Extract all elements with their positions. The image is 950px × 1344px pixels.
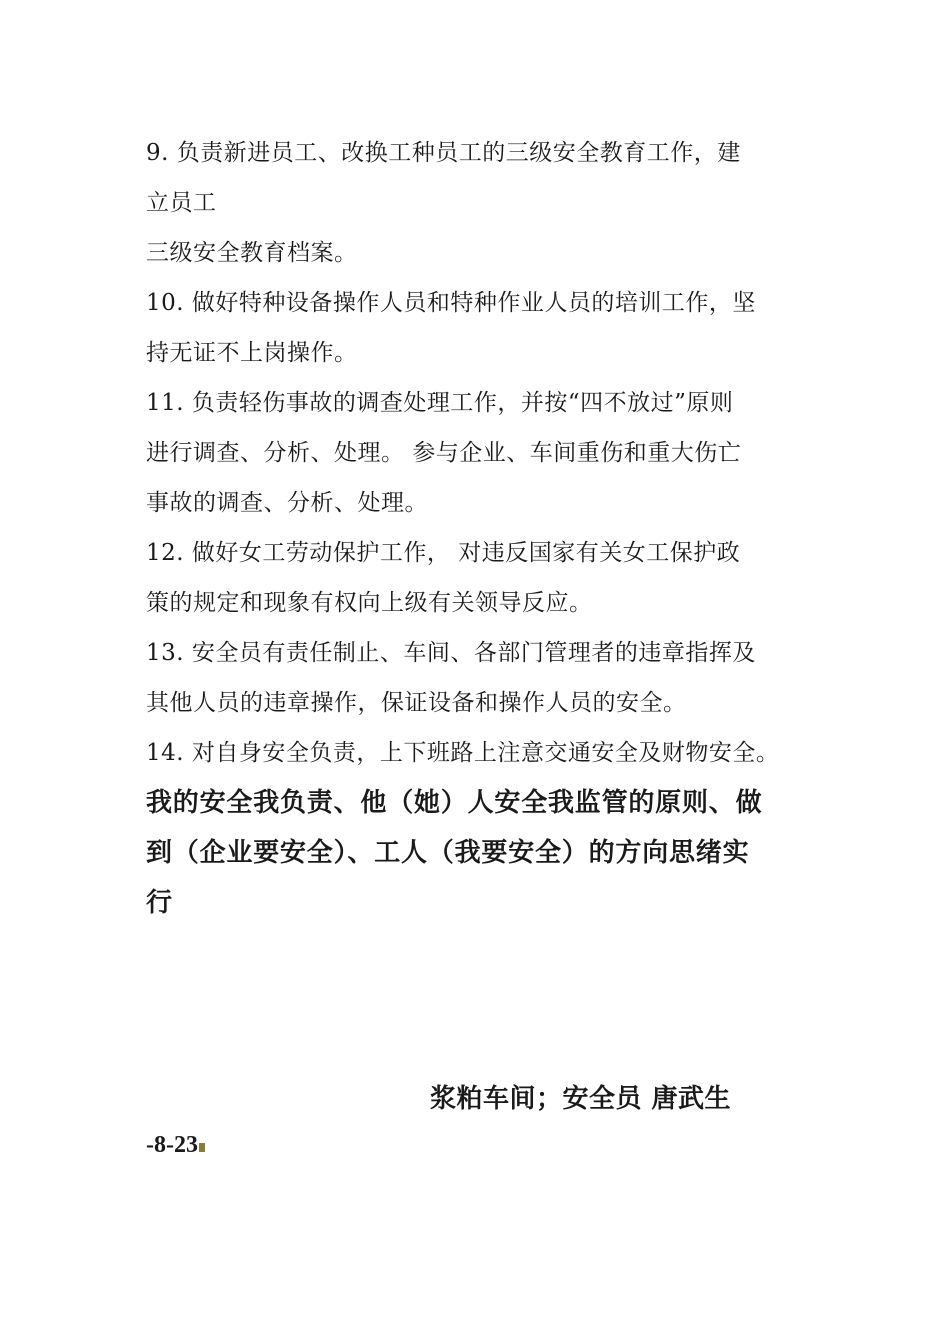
date-line <box>146 1132 205 1159</box>
item-13-line-2: 其他人员的违章操作，保证设备和操作人员的安全。 <box>146 690 687 716</box>
item-13-line-1: 13. 安全员有责任制止、车间、各部门管理者的违章指挥及 <box>146 640 756 666</box>
item-10-line-2: 持无证不上岗操作。 <box>146 340 358 366</box>
item-9-line-1: 9. 负责新进员工、改换工种员工的三级安全教育工作，建 <box>146 140 741 166</box>
item-12-line-2: 策的规定和现象有权向上级有关领导反应。 <box>146 590 593 616</box>
date: -8-23 <box>146 1132 198 1158</box>
item-9-line-2: 立员工 <box>146 190 217 216</box>
principle-line-1: 我的安全我负责、他（她）人安全我监管的原则、做 <box>146 788 763 818</box>
item-10-line-1: 10. 做好特种设备操作人员和特种作业人员的培训工作，坚 <box>146 290 756 316</box>
item-11-line-3: 事故的调查、分析、处理。 <box>146 490 428 516</box>
principle-line-2: 到（企业要安全）、工人（我要安全）的方向思绪实 <box>146 838 750 868</box>
item-9-line-3: 三级安全教育档案。 <box>146 240 358 266</box>
signature: 浆粕车间；安全员 唐武生 <box>430 1084 732 1114</box>
item-11-line-1: 11. 负责轻伤事故的调查处理工作，并按“四不放过”原则 <box>146 390 734 416</box>
item-11-line-2: 进行调查、分析、处理。 参与企业、车间重伤和重大伤亡 <box>146 440 742 466</box>
item-12-line-1: 12. 做好女工劳动保护工作， 对违反国家有关女工保护政 <box>146 540 741 566</box>
principle-line-3: 行 <box>146 888 173 918</box>
item-14-line-1: 14. 对自身安全负责，上下班路上注意交通安全及财物安全。 <box>146 740 780 766</box>
paragraph-mark-icon <box>199 1143 205 1152</box>
